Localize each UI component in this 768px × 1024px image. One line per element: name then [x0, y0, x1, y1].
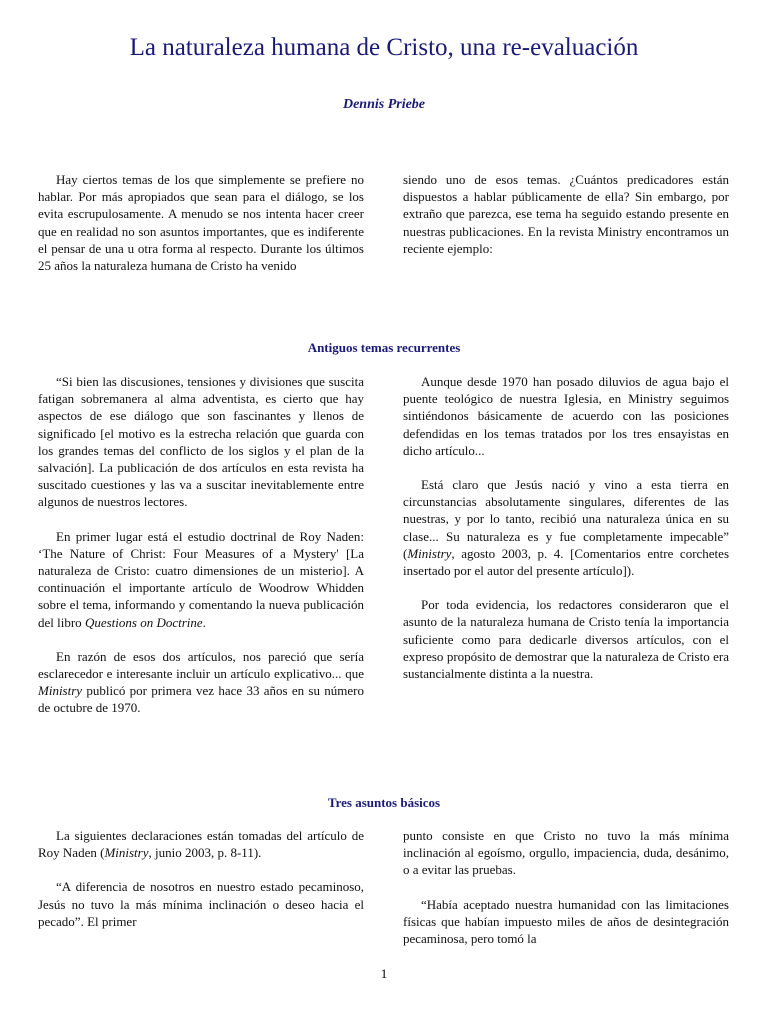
section2-left-column	[38, 373, 364, 717]
paragraph: Por toda evidencia, los redactores consideraron que el asunto de la naturaleza humana de Cristo tenía la importancia suficiente como para dedicarle diversos artículos, con el expreso propósito de demostrar que la naturaleza de Cristo era sustancialmente distinta a la nuestra.	[403, 597, 729, 682]
section2-right-column	[403, 373, 729, 682]
page-number: 1	[380, 966, 388, 981]
section-heading-antiguos-temas: Antiguos temas recurrentes	[307, 340, 461, 355]
paragraph: Hay ciertos temas de los que simplemente se prefiere no hablar. Por más apropiados que sean para el diálogo, se los evita escrupulosamente. A menudo se nos intenta hacer creer que en realidad no son asuntos importantes, que es indiferente el pensar de una u otra forma al respecto. Durante los últimos 25 años la naturaleza humana de Cristo ha venido	[38, 172, 364, 274]
paragraph: En primer lugar está el estudio doctrinal de Roy Naden: ‘The Nature of Christ: Four Measures of a Mystery' [La naturaleza de Cristo: cuatro dimensiones de un misterio]. A continuación el importante artículo de Woodrow Whidden sobre el tema, informando y comentando la nueva publicación del libro Questions on Doctrine.	[38, 528, 364, 630]
paragraph: punto consiste en que Cristo no tuvo la más mínima inclinación al egoísmo, orgullo, impaciencia, duda, desánimo, o a evitar las pruebas.	[403, 828, 729, 878]
paragraph: Está claro que Jesús nació y vino a esta tierra en circunstancias absolutamente singulares, diferentes de las nuestras, y por lo tanto, recibió una naturaleza única en su clase... Su naturaleza es y fue completamente impecable” (Ministry, agosto 2003, p. 4. [Comentarios entre corchetes insertado por el autor del presente artículo]).	[403, 477, 729, 579]
section3-left-column	[38, 827, 364, 930]
paragraph: “Había aceptado nuestra humanidad con las limitaciones físicas que habían impuesto miles de años de desintegración pecaminosa, pero tomó la	[403, 896, 729, 947]
paragraph: En razón de esos dos artículos, nos pareció que sería esclarecedor e interesante incluir un artículo explicativo... que Ministry publicó por primera vez hace 33 años en su número de octubre de 1970.	[38, 648, 364, 716]
paragraph: La siguientes declaraciones están tomadas del artículo de Roy Naden (Ministry, junio 2003, p. 8-11).	[38, 828, 364, 861]
paragraph: siendo uno de esos temas. ¿Cuántos predicadores están dispuestos a hablar públicamente de ella? Sin embargo, por extraño que parezca, ese tema ha seguido estando presente en nuestras publicaciones. En la revista Ministry encontramos un reciente ejemplo:	[403, 172, 729, 256]
author-name: Dennis Priebe	[342, 97, 426, 112]
section-heading-tres-asuntos: Tres asuntos básicos	[327, 795, 441, 810]
section3-right-column	[403, 827, 729, 947]
document-title: La naturaleza humana de Cristo, una re-evaluación	[129, 34, 639, 61]
paragraph: Aunque desde 1970 han posado diluvios de agua bajo el puente teológico de nuestra Iglesia, en Ministry seguimos sintiéndonos básicamente de acuerdo con las posiciones defendidas en los temas tratados por los tres ensayistas en dicho artículo...	[403, 374, 729, 458]
paragraph: “A diferencia de nosotros en nuestro estado pecaminoso, Jesús no tuvo la más mínima inclinación o deseo hacia el pecado”. El primer	[38, 879, 364, 929]
intro-right-column	[403, 171, 729, 257]
intro-left-column	[38, 171, 364, 274]
paragraph: “Si bien las discusiones, tensiones y divisiones que suscita fatigan sobremanera al alma adventista, es cierto que hay aspectos de ese diálogo que son fascinantes y llenos de significado [el motivo es la estrecha relación que guarda con los grandes temas del conflicto de los siglos y el plan de la salvación]. La publicación de dos artículos en esta revista ha suscitado cuestiones y las va a suscitar inevitablemente entre algunos de nuestros lectores.	[38, 374, 364, 510]
